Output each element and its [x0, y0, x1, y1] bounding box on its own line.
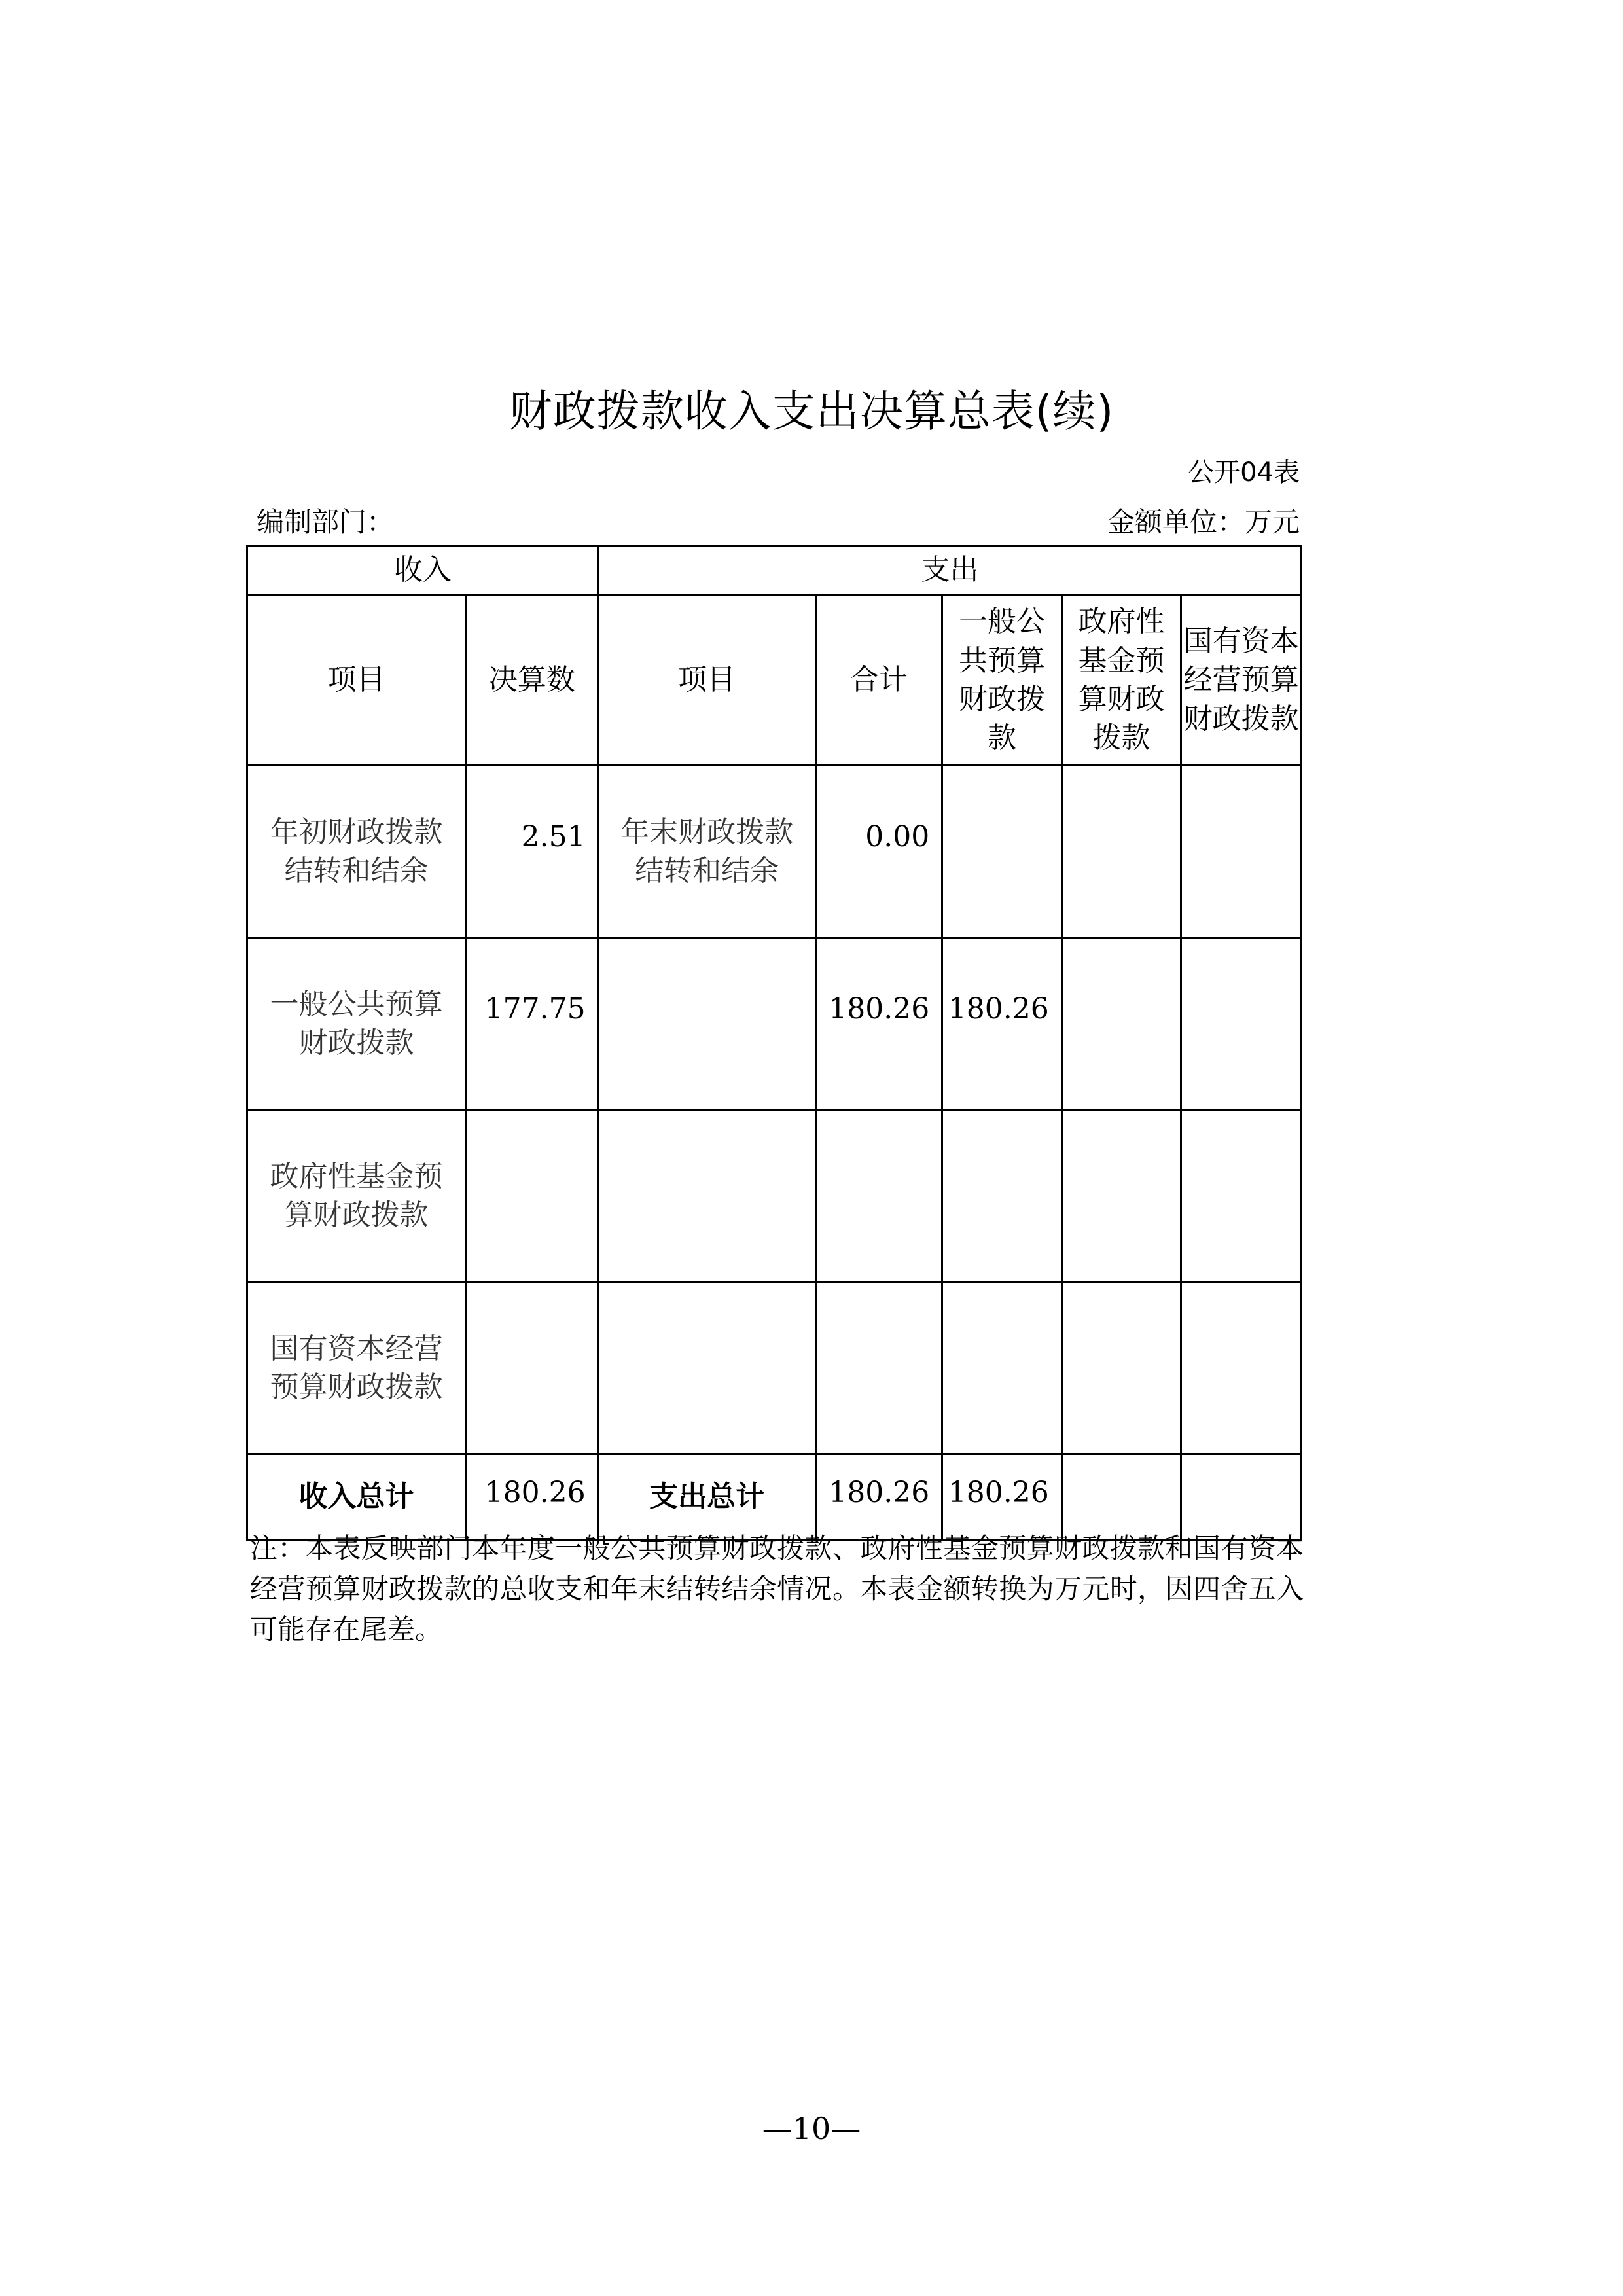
section-header-row	[247, 546, 1302, 595]
row-gov-fund	[1061, 766, 1181, 938]
row-expense-total: 180.26	[815, 938, 942, 1110]
row-income-amount: 177.75	[466, 938, 599, 1110]
row-income-item: 国有资本经营预算财政拨款	[247, 1282, 466, 1454]
total-expense-label: 支出总计	[598, 1454, 815, 1540]
header-income-amount: 决算数	[466, 595, 599, 766]
unit-label: 金额单位：万元	[1107, 506, 1300, 538]
total-general-public: 180.26	[942, 1454, 1062, 1540]
row-expense-item	[598, 1110, 815, 1282]
row-income-item: 政府性基金预算财政拨款	[247, 1110, 466, 1282]
section-expense: 支出	[598, 546, 1301, 595]
table-note: 注：本表反映部门本年度一般公共预算财政拨款、政府性基金预算财政拨款和国有资本经营预算财政拨款的总收支和年末结转结余情况。本表金额转换为万元时，因四舍五入可能存在尾差。	[250, 1532, 1304, 1645]
column-header-row	[247, 595, 1302, 766]
total-row	[247, 1454, 1302, 1540]
row-state-capital	[1181, 1110, 1302, 1282]
row-expense-item: 年末财政拨款结转和结余	[598, 766, 815, 938]
total-income-amount: 180.26	[466, 1454, 599, 1540]
department-label: 编制部门：	[257, 506, 395, 538]
row-general-public	[942, 1282, 1062, 1454]
total-income-label: 收入总计	[247, 1454, 466, 1540]
row-state-capital	[1181, 1282, 1302, 1454]
page-title: 财政拨款收入支出决算总表(续)	[508, 386, 1115, 437]
page-number: —10—	[762, 2111, 861, 2146]
row-state-capital	[1181, 766, 1302, 938]
row-expense-total: 0.00	[815, 766, 942, 938]
header-general-public: 一般公共预算财政拨款	[942, 595, 1062, 766]
table-row	[247, 1110, 1302, 1282]
row-income-amount	[466, 1110, 599, 1282]
row-income-item: 一般公共预算财政拨款	[247, 938, 466, 1110]
row-general-public	[942, 766, 1062, 938]
table-row	[247, 1282, 1302, 1454]
row-expense-item	[598, 938, 815, 1110]
row-expense-item	[598, 1282, 815, 1454]
section-income: 收入	[247, 546, 599, 595]
row-gov-fund	[1061, 938, 1181, 1110]
header-gov-fund: 政府性基金预算财政拨款	[1061, 595, 1181, 766]
table-row	[247, 766, 1302, 938]
header-income-item: 项目	[247, 595, 466, 766]
row-income-item: 年初财政拨款结转和结余	[247, 766, 466, 938]
header-state-capital: 国有资本经营预算财政拨款	[1181, 595, 1302, 766]
row-income-amount: 2.51	[466, 766, 599, 938]
budget-table	[246, 545, 1302, 1541]
row-state-capital	[1181, 938, 1302, 1110]
row-general-public: 180.26	[942, 938, 1062, 1110]
row-expense-total	[815, 1282, 942, 1454]
total-gov-fund	[1061, 1454, 1181, 1540]
row-gov-fund	[1061, 1110, 1181, 1282]
row-expense-total	[815, 1110, 942, 1282]
table-row	[247, 938, 1302, 1110]
row-income-amount	[466, 1282, 599, 1454]
header-expense-item: 项目	[598, 595, 815, 766]
header-expense-total: 合计	[815, 595, 942, 766]
row-general-public	[942, 1110, 1062, 1282]
total-expense-total: 180.26	[815, 1454, 942, 1540]
form-number: 公开04表	[1188, 457, 1300, 488]
total-state-capital	[1181, 1454, 1302, 1540]
row-gov-fund	[1061, 1282, 1181, 1454]
